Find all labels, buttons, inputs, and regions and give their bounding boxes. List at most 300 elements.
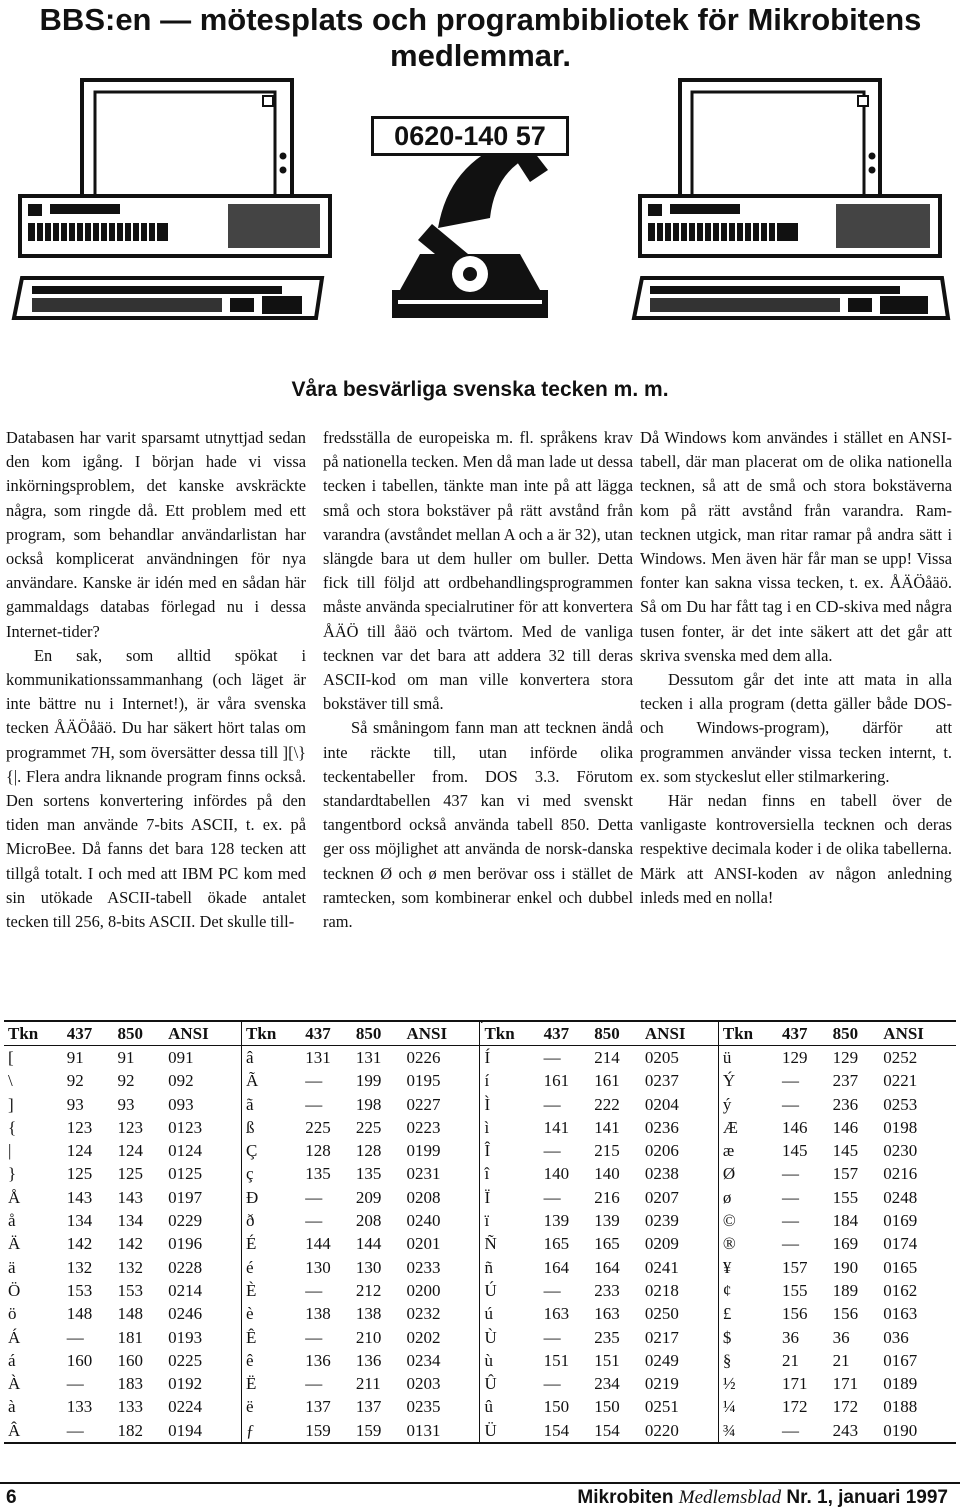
paragraph: Dessutom går det inte att mata in alla tecken i alla program (detta gäller både DOS- och Windows-program), därför att programmen använder vissa tecken internt, t. ex. som styckeslut eller stilmarkering. <box>640 670 952 786</box>
code-cell: — <box>305 1071 323 1091</box>
code-cell: 135 <box>355 1164 382 1184</box>
code-cell: 172 <box>782 1397 808 1417</box>
code-cell: 0201 <box>406 1234 441 1254</box>
article-column-1 <box>6 426 306 934</box>
code-cell: — <box>782 1420 800 1440</box>
code-cell: 0195 <box>406 1071 441 1091</box>
code-cell: 0228 <box>168 1257 203 1277</box>
code-cell: 157 <box>782 1257 808 1277</box>
code-cell: 0193 <box>168 1327 203 1347</box>
character-cell: À <box>8 1374 21 1394</box>
code-cell: 0174 <box>883 1234 918 1254</box>
paragraph: Databasen har varit sparsamt utnyttjad sedan den kom igång. I början hade vi vissa inkörningsproblem, det kanske avskräckte några, som ringde då. Ett problem med ett program, som behandlar användarlistan har också komplicerat användningen för nya användare. Kanske är idén med en sådan här gammaldags databas förlegad nu i dessa Internet-tider? <box>6 428 306 641</box>
code-cell: 0163 <box>883 1304 918 1324</box>
code-cell: — <box>782 1211 800 1231</box>
code-cell: — <box>782 1071 800 1091</box>
code-cell: 129 <box>832 1047 859 1067</box>
character-cell: ì <box>480 1116 540 1139</box>
character-cell: Í <box>480 1046 540 1070</box>
footer-rule <box>0 1482 960 1484</box>
code-cell: 0223 <box>406 1117 441 1137</box>
code-cell: 150 <box>594 1397 620 1417</box>
code-cell: 236 <box>832 1094 859 1114</box>
code-cell: 0123 <box>168 1117 203 1137</box>
code-cell: 150 <box>543 1397 570 1417</box>
character-cell: ß <box>242 1116 302 1139</box>
code-cell: 0216 <box>883 1164 918 1184</box>
character-cell: ð <box>242 1209 302 1232</box>
character-cell: Ý <box>718 1070 778 1093</box>
code-cell: 133 <box>117 1397 143 1417</box>
character-cell: ä <box>8 1257 16 1277</box>
code-cell: 0227 <box>406 1094 441 1114</box>
character-cell: [ <box>8 1047 14 1067</box>
character-cell: ú <box>480 1303 540 1326</box>
character-cell: ê <box>242 1349 302 1372</box>
column-header: ANSI <box>879 1021 956 1046</box>
table-row <box>4 1093 956 1116</box>
code-cell: 136 <box>355 1350 382 1370</box>
character-cell: Û <box>480 1372 540 1395</box>
code-cell: 190 <box>832 1257 859 1277</box>
code-cell: 0246 <box>168 1304 203 1324</box>
character-cell: $ <box>718 1326 778 1349</box>
code-cell: 36 <box>832 1327 850 1347</box>
code-cell: 155 <box>832 1187 859 1207</box>
code-cell: 0165 <box>883 1257 918 1277</box>
table-row <box>4 1070 956 1093</box>
computer-right-icon <box>634 80 948 318</box>
code-cell: 151 <box>543 1350 570 1370</box>
code-cell: 138 <box>305 1304 331 1324</box>
character-cell: à <box>8 1397 16 1417</box>
column-header: Tkn <box>242 1021 302 1046</box>
code-cell: 181 <box>117 1327 143 1347</box>
code-cell: — <box>305 1094 323 1114</box>
code-cell: 131 <box>305 1047 331 1067</box>
code-cell: 161 <box>594 1071 620 1091</box>
code-cell: 0251 <box>644 1397 679 1417</box>
code-cell: 163 <box>543 1304 570 1324</box>
character-cell: Ä <box>8 1234 21 1254</box>
code-cell: — <box>782 1164 800 1184</box>
code-cell: 171 <box>782 1374 808 1394</box>
column-header: 437 <box>63 1021 114 1046</box>
character-cell: î <box>480 1163 540 1186</box>
code-cell: 243 <box>832 1420 859 1440</box>
column-header: 437 <box>778 1021 829 1046</box>
code-cell: 146 <box>832 1117 859 1137</box>
code-cell: 0200 <box>406 1280 441 1300</box>
code-cell: 0197 <box>168 1187 203 1207</box>
character-cell: í <box>480 1070 540 1093</box>
code-cell: 164 <box>543 1257 570 1277</box>
code-cell: 209 <box>355 1187 382 1207</box>
code-cell: 0237 <box>644 1071 679 1091</box>
code-cell: — <box>782 1187 800 1207</box>
character-cell: é <box>242 1256 302 1279</box>
code-cell: 237 <box>832 1071 859 1091</box>
code-cell: 0188 <box>883 1397 918 1417</box>
paragraph: En sak, som alltid spökat i kommunikationssammanhang (och läget är inte bättre nu i Internet!), är våra svenska tecken ÅÄÖåäö. Du har säkert hört talas om programmet 7H, som översätter dessa till ][\}{|. Flera andra liknande program finns också. Den sortens konvertering infördes på den tiden man använde 7-bits ASCII, t. ex. på MicroBee. Då fanns det bara 128 tecken att tillgå totalt. I och med att IBM PC kom med sin utökade ASCII-tabell ökade antalet tecken till 256, 8-bits ASCII. Det skulle till- <box>6 645 306 932</box>
character-cell: ø <box>718 1186 778 1209</box>
code-cell: — <box>66 1374 84 1394</box>
code-cell: 0226 <box>406 1047 441 1067</box>
code-cell: 0169 <box>883 1211 918 1231</box>
code-cell: 0214 <box>168 1280 203 1300</box>
code-cell: 143 <box>66 1187 93 1207</box>
code-cell: 0240 <box>406 1211 441 1231</box>
character-cell: | <box>8 1141 12 1161</box>
code-cell: 0192 <box>168 1374 203 1394</box>
code-cell: 222 <box>594 1094 620 1114</box>
character-cell: è <box>242 1303 302 1326</box>
code-cell: 156 <box>832 1304 859 1324</box>
code-cell: 133 <box>66 1397 93 1417</box>
code-cell: 189 <box>832 1280 859 1300</box>
code-cell: 21 <box>832 1350 850 1370</box>
telephone-icon <box>392 134 548 318</box>
code-cell: 93 <box>66 1094 84 1114</box>
code-cell: 132 <box>66 1257 93 1277</box>
code-cell: 123 <box>117 1117 143 1137</box>
character-cell: ¾ <box>718 1419 778 1443</box>
code-cell: 145 <box>782 1141 808 1161</box>
code-cell: 0209 <box>644 1234 679 1254</box>
character-cell: û <box>480 1396 540 1419</box>
code-cell: — <box>305 1327 323 1347</box>
code-cell: — <box>66 1327 84 1347</box>
code-cell: 0232 <box>406 1304 441 1324</box>
code-cell: 142 <box>117 1234 143 1254</box>
character-cell: æ <box>718 1139 778 1162</box>
paragraph: Så småningom fann man att tecknen ändå inte räckte till, utan införde olika teckentabeller from. DOS 3.3. Förutom standardtabellen 437 kan vi med svenskt tangentbord också använda tabell 850. Detta ger oss möjlighet att använda de norsk-danska tecknen Ø och ø men berövar oss i stället de ramtecken, som kombinerar enkel och dubbel ram. <box>323 718 633 932</box>
character-cell: ¢ <box>718 1279 778 1302</box>
code-cell: 0225 <box>168 1350 203 1370</box>
code-cell: 92 <box>117 1071 135 1091</box>
character-code-table <box>4 1020 956 1444</box>
code-cell: 141 <box>543 1117 570 1137</box>
code-cell: 0252 <box>883 1047 918 1067</box>
code-cell: 199 <box>355 1071 382 1091</box>
code-cell: 182 <box>117 1420 143 1440</box>
column-header: Tkn <box>4 1021 63 1046</box>
code-cell: 208 <box>355 1211 382 1231</box>
code-cell: 225 <box>355 1117 382 1137</box>
character-cell: £ <box>718 1303 778 1326</box>
code-cell: — <box>543 1094 561 1114</box>
code-cell: 212 <box>355 1280 382 1300</box>
code-cell: 159 <box>355 1420 382 1440</box>
code-cell: — <box>305 1211 323 1231</box>
code-cell: 0248 <box>883 1187 918 1207</box>
code-cell: — <box>543 1141 561 1161</box>
code-cell: 154 <box>594 1420 620 1440</box>
paragraph: Då Windows kom användes i stället en ANSI-tabell, där man placerat om de olika nationella tecknen, så att de små och stora bokstäverna kom på rätt avstånd från varandra. Ram-tecknen utgick, man ritar ramar på andra sätt i Windows. Men även här får man se upp! Vissa fonter kan sakna vissa tecken, t. ex. ÅÄÖåäö. Så om Du har fått tag i en CD-skiva med några tusen fonter, är det inte säkert att det går att skriva svenska med dem alla. <box>640 428 952 665</box>
column-header: ANSI <box>641 1021 718 1046</box>
table-header <box>4 1021 956 1046</box>
code-cell: 216 <box>594 1187 620 1207</box>
code-cell: 163 <box>594 1304 620 1324</box>
code-cell: 0206 <box>644 1141 679 1161</box>
character-cell: ƒ <box>242 1419 302 1443</box>
code-cell: 160 <box>66 1350 93 1370</box>
code-cell: 157 <box>832 1164 859 1184</box>
code-cell: 0124 <box>168 1141 203 1161</box>
table-row <box>4 1419 956 1443</box>
code-cell: 0217 <box>644 1327 679 1347</box>
character-cell: ü <box>718 1046 778 1070</box>
code-cell: 0203 <box>406 1374 441 1394</box>
table-row <box>4 1046 956 1070</box>
code-cell: 0207 <box>644 1187 679 1207</box>
code-cell: 130 <box>305 1257 331 1277</box>
code-cell: 154 <box>543 1420 570 1440</box>
character-cell: Ë <box>242 1372 302 1395</box>
code-cell: 124 <box>117 1141 143 1161</box>
code-cell: 235 <box>594 1327 620 1347</box>
code-cell: 153 <box>117 1280 143 1300</box>
code-cell: 148 <box>66 1304 93 1324</box>
code-cell: 0204 <box>644 1094 679 1114</box>
column-header: 437 <box>540 1021 591 1046</box>
code-cell: 0239 <box>644 1211 679 1231</box>
code-cell: 141 <box>594 1117 620 1137</box>
code-cell: 91 <box>66 1047 84 1067</box>
table-row <box>4 1233 956 1256</box>
character-cell: Ø <box>718 1163 778 1186</box>
character-cell: ö <box>8 1304 17 1324</box>
code-cell: 125 <box>117 1164 143 1184</box>
code-cell: 137 <box>305 1397 331 1417</box>
column-header: 850 <box>113 1021 164 1046</box>
code-cell: — <box>543 1187 561 1207</box>
publication-script: Medlemsblad <box>678 1487 782 1508</box>
code-cell: 92 <box>66 1071 84 1091</box>
code-cell: 93 <box>117 1094 135 1114</box>
character-cell: ë <box>242 1396 302 1419</box>
character-cell: ç <box>242 1163 302 1186</box>
code-cell: 0196 <box>168 1234 203 1254</box>
column-header: ANSI <box>402 1021 479 1046</box>
computer-left-icon <box>14 80 330 318</box>
character-cell: Ü <box>480 1419 540 1443</box>
code-cell: 0231 <box>406 1164 441 1184</box>
table-row <box>4 1372 956 1395</box>
character-cell: \ <box>8 1071 13 1091</box>
code-cell: 093 <box>168 1094 194 1114</box>
column-header: 850 <box>590 1021 641 1046</box>
code-cell: 139 <box>594 1211 620 1231</box>
character-cell: Ã <box>242 1070 302 1093</box>
character-cell: ï <box>480 1209 540 1232</box>
code-cell: 165 <box>543 1234 570 1254</box>
table-row <box>4 1186 956 1209</box>
code-cell: 36 <box>782 1327 800 1347</box>
character-cell: Â <box>8 1420 21 1440</box>
code-cell: 0224 <box>168 1397 203 1417</box>
code-cell: 0218 <box>644 1280 679 1300</box>
code-cell: 092 <box>168 1071 194 1091</box>
table-row <box>4 1163 956 1186</box>
code-cell: 125 <box>66 1164 93 1184</box>
character-cell: Ú <box>480 1279 540 1302</box>
code-cell: 0219 <box>644 1374 679 1394</box>
table-row <box>4 1279 956 1302</box>
code-cell: 0234 <box>406 1350 441 1370</box>
code-cell: 0202 <box>406 1327 441 1347</box>
column-header: Tkn <box>718 1021 778 1046</box>
code-cell: 198 <box>355 1094 382 1114</box>
column-header: 437 <box>301 1021 352 1046</box>
code-cell: 132 <box>117 1257 143 1277</box>
character-cell: Æ <box>718 1116 778 1139</box>
character-cell: © <box>718 1209 778 1232</box>
code-cell: 165 <box>594 1234 620 1254</box>
code-cell: 036 <box>883 1327 909 1347</box>
publication-name: Mikrobiten <box>577 1487 674 1508</box>
code-cell: 210 <box>355 1327 382 1347</box>
paragraph: fredsställa de europeiska m. fl. språkens krav på nationella tecken. Men då man lade ut dessa tecken i tabellen, tänkte man inte på att lägga små och stora bokstäver på rätt avstånd från varandra (avståndet mellan A och a är 32), utan slängde bara ut dem huller om buller. Detta fick till följd att ordbehandlingsprogrammen måste använda specialrutiner för att konvertera ÅÄÖ till åäö och tvärtom. Med de vanliga tecknen var det bara att addera 32 till deras ASCII-kod om man ville konvertera stora bokstäver till små. <box>323 428 633 714</box>
character-cell: Ñ <box>480 1233 540 1256</box>
code-cell: 142 <box>66 1234 93 1254</box>
code-cell: 156 <box>782 1304 808 1324</box>
code-cell: 0233 <box>406 1257 441 1277</box>
code-cell: 164 <box>594 1257 620 1277</box>
table-row <box>4 1396 956 1419</box>
article-column-3 <box>640 426 952 910</box>
character-cell: Ì <box>480 1093 540 1116</box>
code-cell: 124 <box>66 1141 93 1161</box>
character-cell: Å <box>8 1187 21 1207</box>
column-header: Tkn <box>480 1021 540 1046</box>
code-cell: 135 <box>305 1164 331 1184</box>
code-cell: 183 <box>117 1374 143 1394</box>
code-cell: 134 <box>117 1211 143 1231</box>
issue-label: Nr. 1, januari 1997 <box>786 1487 948 1508</box>
code-cell: 91 <box>117 1047 135 1067</box>
character-cell: È <box>242 1279 302 1302</box>
character-cell: Ï <box>480 1186 540 1209</box>
code-cell: 091 <box>168 1047 194 1067</box>
code-cell: 0205 <box>644 1047 679 1067</box>
code-cell: 161 <box>543 1071 570 1091</box>
code-cell: 155 <box>782 1280 808 1300</box>
code-cell: 0189 <box>883 1374 918 1394</box>
code-cell: 0194 <box>168 1420 203 1440</box>
code-cell: 143 <box>117 1187 143 1207</box>
character-cell: ® <box>718 1233 778 1256</box>
code-cell: 0220 <box>644 1420 679 1440</box>
code-cell: 0229 <box>168 1211 203 1231</box>
code-cell: 225 <box>305 1117 331 1137</box>
code-cell: 151 <box>594 1350 620 1370</box>
code-cell: — <box>305 1374 323 1394</box>
code-cell: 211 <box>355 1374 381 1394</box>
code-cell: — <box>305 1280 323 1300</box>
code-cell: 214 <box>594 1047 620 1067</box>
table-body <box>4 1046 956 1444</box>
table-row <box>4 1116 956 1139</box>
table-row <box>4 1326 956 1349</box>
code-cell: 0236 <box>644 1117 679 1137</box>
character-cell: Á <box>8 1327 21 1347</box>
code-cell: 0241 <box>644 1257 679 1277</box>
code-cell: 215 <box>594 1141 620 1161</box>
character-cell: ñ <box>480 1256 540 1279</box>
character-cell: Ê <box>242 1326 302 1349</box>
code-cell: 144 <box>305 1234 331 1254</box>
character-cell: ¥ <box>718 1256 778 1279</box>
code-cell: 131 <box>355 1047 382 1067</box>
code-cell: — <box>305 1187 323 1207</box>
phone-number-box <box>371 116 569 156</box>
code-cell: — <box>782 1234 800 1254</box>
code-cell: 21 <box>782 1350 800 1370</box>
code-cell: 0190 <box>883 1420 918 1440</box>
code-cell: 0131 <box>406 1420 441 1440</box>
character-cell: ã <box>242 1093 302 1116</box>
headline: BBS:en — mötesplats och programbibliotek för Mikrobitens medlemmar. <box>39 2 922 73</box>
code-cell: 144 <box>355 1234 382 1254</box>
code-cell: 130 <box>355 1257 382 1277</box>
code-cell: — <box>543 1280 561 1300</box>
character-cell: ¼ <box>718 1396 778 1419</box>
code-cell: — <box>543 1327 561 1347</box>
code-cell: 138 <box>355 1304 382 1324</box>
code-cell: 0208 <box>406 1187 441 1207</box>
character-cell: å <box>8 1211 16 1231</box>
code-cell: 172 <box>832 1397 859 1417</box>
code-cell: — <box>66 1420 84 1440</box>
code-cell: 136 <box>305 1350 331 1370</box>
table-row <box>4 1139 956 1162</box>
table-row <box>4 1349 956 1372</box>
column-header: ANSI <box>164 1021 241 1046</box>
code-cell: 0125 <box>168 1164 203 1184</box>
code-cell: 233 <box>594 1280 620 1300</box>
character-cell: Ð <box>242 1186 302 1209</box>
character-cell: á <box>8 1350 16 1370</box>
code-cell: 128 <box>355 1141 382 1161</box>
code-cell: 145 <box>832 1141 859 1161</box>
character-cell: Î <box>480 1139 540 1162</box>
character-cell: { <box>8 1117 17 1137</box>
character-cell: ù <box>480 1349 540 1372</box>
code-cell: 0221 <box>883 1071 918 1091</box>
character-cell: Ù <box>480 1326 540 1349</box>
code-cell: — <box>782 1094 800 1114</box>
column-header: 850 <box>352 1021 403 1046</box>
character-cell: â <box>242 1046 302 1070</box>
code-cell: 0235 <box>406 1397 441 1417</box>
code-cell: 160 <box>117 1350 143 1370</box>
code-cell: 153 <box>66 1280 93 1300</box>
separator-dot: . <box>480 1012 484 1027</box>
code-cell: 0238 <box>644 1164 679 1184</box>
character-cell: ½ <box>718 1372 778 1395</box>
code-cell: 140 <box>594 1164 620 1184</box>
code-cell: 0249 <box>644 1350 679 1370</box>
character-cell: Ç <box>242 1139 302 1162</box>
code-cell: 0230 <box>883 1141 918 1161</box>
code-cell: 0253 <box>883 1094 918 1114</box>
code-cell: 0198 <box>883 1117 918 1137</box>
subheading: Våra besvärliga svenska tecken m. m. <box>291 378 669 401</box>
paragraph: Här nedan finns en tabell över de vanligaste kontroversiella tecknen och deras respektive decimala koder i de olika tabellerna. Märk att ANSI-koden av någon anledning inleds med en nolla! <box>640 791 952 907</box>
table-row <box>4 1209 956 1232</box>
code-cell: 134 <box>66 1211 93 1231</box>
